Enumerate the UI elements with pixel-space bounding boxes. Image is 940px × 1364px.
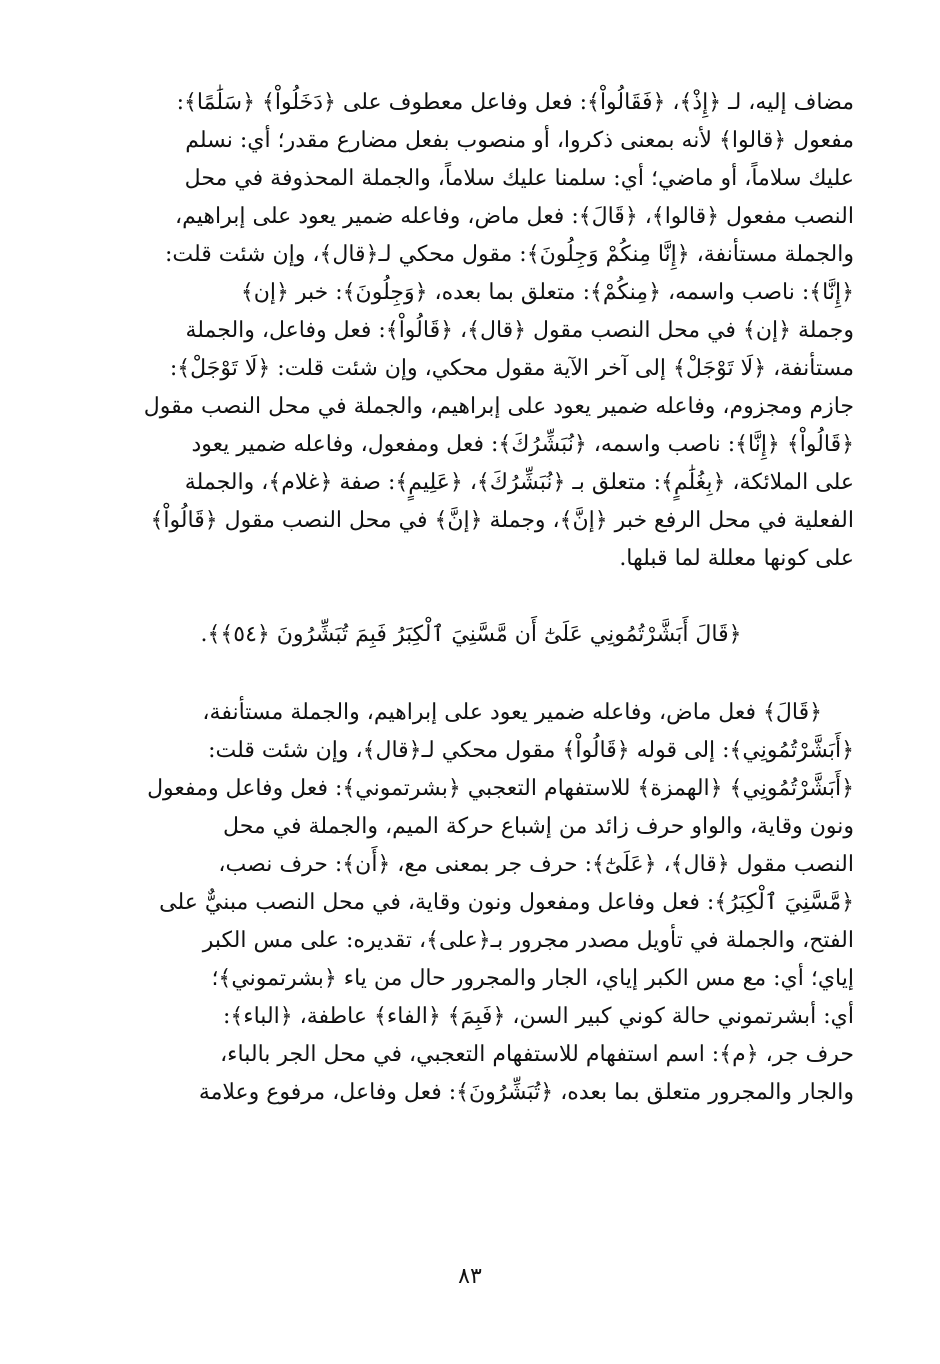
text-line: إياي؛ أي: مع مس الكبر إياي، الجار والمجرور حال من ياء ﴿بشرتموني﴾؛ [211,966,854,991]
page-body [88,84,854,1112]
text-line: النصب مقول ﴿قال﴾، ﴿عَلَىٰٓ﴾: حرف جر بمعنى مع، ﴿أَن﴾: حرف نصب، [218,852,854,877]
text-line: حرف جر، ﴿م﴾: اسم استفهام للاستفهام التعجبي، في محل الجر بالباء، [220,1042,854,1067]
text-line: ﴿مَّسَّنِيَ ٱلْكِبَرُ﴾: فعل وفاعل ومفعول ونون وقاية، في محل النصب مبنيٌّ على [159,890,854,915]
text-line: الفتح، والجملة في تأويل مصدر مجرور بـ﴿على﴾، تقديره: على مس الكبر [202,928,854,953]
text-line: جازم ومجزوم، وفاعله ضمير يعود على إبراهيم، والجملة في محل النصب مقول [143,394,854,419]
text-line: مفعول ﴿قالوا﴾ لأنه بمعنى ذكروا، أو منصوب بفعل مضارع مقدر؛ أي: نسلم [185,128,854,153]
text-line: ﴿قَالَ﴾ فعل ماض، وفاعله ضمير يعود على إبراهيم، والجملة مستأنفة، [202,700,822,725]
text-line: على الملائكة، ﴿بِغُلَٰمٍ﴾: متعلق بـ ﴿نُبَشِّرُكَ﴾، ﴿عَلِيمٍ﴾: صفة ﴿غلام﴾، والجملة [184,470,854,495]
text-line: ﴿أَبَشَّرْتُمُونِي﴾ ﴿الهمزة﴾ للاستفهام التعجبي ﴿بشرتموني﴾: فعل وفاعل ومفعول [147,776,854,801]
text-line: أي: أبشرتموني حالة كوني كبير السن، ﴿فَبِمَ﴾ ﴿الفاء﴾ عاطفة، ﴿الباء﴾: [222,1004,854,1029]
text-line: مستأنفة، ﴿لَا تَوْجَلْ﴾ إلى آخر الآية مقول محكي، وإن شئت قلت: ﴿لَا تَوْجَلْ﴾: [169,356,854,381]
text-line: ونون وقاية، والواو حرف زائد من إشباع حركة الميم، والجملة في محل [223,814,854,839]
text-line: والجار والمجرور متعلق بما بعده، ﴿تُبَشِّرُونَ﴾: فعل وفاعل، مرفوع وعلامة [198,1080,854,1105]
text-line: ﴿إِنَّا﴾: ناصب واسمه، ﴿مِنكُمْ﴾: متعلق بما بعده، ﴿وَجِلُونَ﴾: خبر ﴿إن﴾ [240,280,854,305]
paragraph-2 [88,694,854,1112]
text-line: على كونها معللة لما قبلها. [619,546,854,571]
text-line: وجملة ﴿إن﴾ في محل النصب مقول ﴿قال﴾، ﴿قَالُواْ﴾: فعل وفاعل، والجملة [185,318,854,343]
text-line: ﴿أَبَشَّرْتُمُونِي﴾: إلى قوله ﴿قَالُواْ﴾ مقول محكي لـ﴿قال﴾، وإن شئت قلت: [208,738,854,763]
page-number: ٨٣ [458,1264,482,1289]
text-line: الفعلية في محل الرفع خبر ﴿إنَّ﴾، وجملة ﴿إنَّ﴾ في محل النصب مقول ﴿قَالُواْ﴾ [150,508,854,533]
quran-verse: ﴿قَالَ أَبَشَّرْتُمُونِي عَلَىٰٓ أَن مَّسَّنِيَ ٱلْكِبَرُ فَبِمَ تُبَشِّرُونَ ﴿٥٤﴾﴾. [200,622,742,647]
text-line: مضاف إليه، لـ ﴿إِذْ﴾، ﴿فَقَالُواْ﴾: فعل وفاعل معطوف على ﴿دَخَلُواْ﴾ ﴿سَلَٰمًا﴾: [176,90,854,115]
text-line: ﴿قَالُواْ﴾ ﴿إِنَّا﴾: ناصب واسمه، ﴿نُبَشِّرُكَ﴾: فعل ومفعول، وفاعله ضمير يعود [191,432,854,457]
text-line: والجملة مستأنفة، ﴿إِنَّا مِنكُمْ وَجِلُونَ﴾: مقول محكي لـ﴿قال﴾، وإن شئت قلت: [165,242,854,267]
paragraph-1 [88,84,854,578]
text-line: النصب مفعول ﴿قالوا﴾، ﴿قَالَ﴾: فعل ماض، وفاعله ضمير يعود على إبراهيم، [175,204,854,229]
text-line: عليك سلاماً، أو ماضي؛ أي: سلمنا عليك سلاماً، والجملة المحذوفة في محل [184,166,854,191]
